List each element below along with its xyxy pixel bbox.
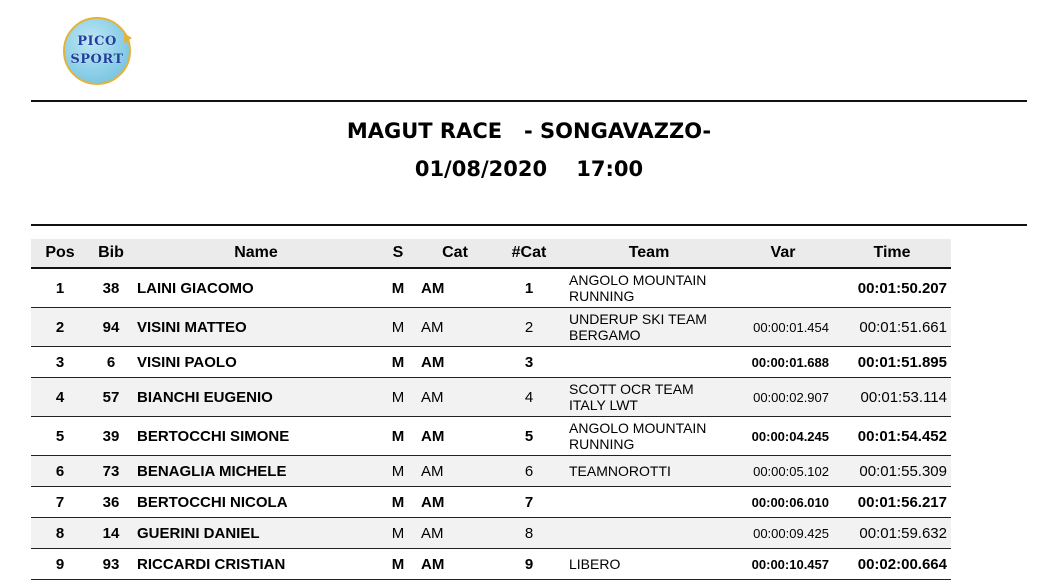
cell-var: 00:00:01.454	[733, 308, 833, 347]
cell-var	[733, 268, 833, 308]
col-header-bib: Bib	[89, 239, 133, 268]
col-header-cat: Cat	[417, 239, 493, 268]
cell-bib: 36	[89, 487, 133, 518]
cell-pos: 2	[31, 308, 89, 347]
logo-text-sport: SPORT	[70, 52, 124, 67]
cell-cat: AM	[417, 378, 493, 417]
cell-sex: M	[379, 347, 417, 378]
table-top-divider	[31, 224, 1027, 226]
cell-pos: 3	[31, 347, 89, 378]
cell-catpos: 5	[493, 417, 565, 456]
cell-name: RICCARDI CRISTIAN	[133, 549, 379, 580]
cell-name: VISINI MATTEO	[133, 308, 379, 347]
cell-team: ANGOLO MOUNTAIN RUNNING	[565, 268, 733, 308]
cell-team: ANGOLO MOUNTAIN RUNNING	[565, 417, 733, 456]
cell-time: 00:01:53.114	[833, 378, 951, 417]
cell-var: 00:00:02.907	[733, 378, 833, 417]
cell-time: 00:01:54.452	[833, 417, 951, 456]
cell-sex: M	[379, 549, 417, 580]
cell-team	[565, 487, 733, 518]
cell-name: VISINI PAOLO	[133, 347, 379, 378]
cell-pos: 1	[31, 268, 89, 308]
cell-bib: 38	[89, 268, 133, 308]
race-datetime: 01/08/2020 17:00	[414, 157, 644, 181]
cell-sex: M	[379, 417, 417, 456]
table-row	[31, 417, 951, 456]
cell-bib: 94	[89, 308, 133, 347]
table-row	[31, 378, 951, 417]
cell-cat: AM	[417, 347, 493, 378]
pico-sport-logo	[63, 17, 131, 85]
cell-bib: 6	[89, 347, 133, 378]
cell-cat: AM	[417, 308, 493, 347]
cell-time: 00:01:51.895	[833, 347, 951, 378]
results-table	[31, 239, 951, 580]
cell-time: 00:01:59.632	[833, 518, 951, 549]
cell-team	[565, 518, 733, 549]
cell-name: BERTOCCHI SIMONE	[133, 417, 379, 456]
cell-catpos: 7	[493, 487, 565, 518]
cell-var: 00:00:04.245	[733, 417, 833, 456]
cell-time: 00:01:56.217	[833, 487, 951, 518]
cell-time: 00:01:51.661	[833, 308, 951, 347]
cell-bib: 39	[89, 417, 133, 456]
cell-bib: 93	[89, 549, 133, 580]
cell-sex: M	[379, 487, 417, 518]
table-row	[31, 487, 951, 518]
cell-sex: M	[379, 518, 417, 549]
top-divider	[31, 100, 1027, 102]
cell-cat: AM	[417, 518, 493, 549]
cell-pos: 5	[31, 417, 89, 456]
cell-bib: 73	[89, 456, 133, 487]
cell-pos: 9	[31, 549, 89, 580]
table-header-row	[31, 239, 951, 268]
cell-name: BERTOCCHI NICOLA	[133, 487, 379, 518]
cell-pos: 8	[31, 518, 89, 549]
cell-catpos: 9	[493, 549, 565, 580]
col-header-name: Name	[133, 239, 379, 268]
col-header-sex: S	[379, 239, 417, 268]
table-row	[31, 308, 951, 347]
cell-cat: AM	[417, 549, 493, 580]
cell-bib: 57	[89, 378, 133, 417]
cell-sex: M	[379, 456, 417, 487]
cell-name: LAINI GIACOMO	[133, 268, 379, 308]
cell-var: 00:00:06.010	[733, 487, 833, 518]
cell-team: LIBERO	[565, 549, 733, 580]
cell-pos: 4	[31, 378, 89, 417]
cell-catpos: 6	[493, 456, 565, 487]
race-title: MAGUT RACE - SONGAVAZZO-	[346, 119, 712, 143]
cell-cat: AM	[417, 456, 493, 487]
table-row	[31, 456, 951, 487]
cell-sex: M	[379, 268, 417, 308]
col-header-var: Var	[733, 239, 833, 268]
table-row	[31, 268, 951, 308]
cell-catpos: 8	[493, 518, 565, 549]
col-header-catpos: #Cat	[493, 239, 565, 268]
cell-cat: AM	[417, 268, 493, 308]
cell-name: BIANCHI EUGENIO	[133, 378, 379, 417]
col-header-team: Team	[565, 239, 733, 268]
cell-catpos: 3	[493, 347, 565, 378]
table-row	[31, 518, 951, 549]
cell-name: BENAGLIA MICHELE	[133, 456, 379, 487]
cell-sex: M	[379, 378, 417, 417]
cell-var: 00:00:01.688	[733, 347, 833, 378]
cell-catpos: 2	[493, 308, 565, 347]
cell-var: 00:00:05.102	[733, 456, 833, 487]
cell-team: UNDERUP SKI TEAM BERGAMO	[565, 308, 733, 347]
cell-cat: AM	[417, 417, 493, 456]
cell-var: 00:00:10.457	[733, 549, 833, 580]
cell-var: 00:00:09.425	[733, 518, 833, 549]
table-row	[31, 549, 951, 580]
cell-time: 00:01:50.207	[833, 268, 951, 308]
cell-catpos: 4	[493, 378, 565, 417]
logo-arrow-icon	[124, 33, 132, 43]
cell-cat: AM	[417, 487, 493, 518]
cell-pos: 7	[31, 487, 89, 518]
cell-name: GUERINI DANIEL	[133, 518, 379, 549]
col-header-pos: Pos	[31, 239, 89, 268]
cell-catpos: 1	[493, 268, 565, 308]
col-header-time: Time	[833, 239, 951, 268]
cell-bib: 14	[89, 518, 133, 549]
cell-team: SCOTT OCR TEAM ITALY LWT	[565, 378, 733, 417]
cell-team: TEAMNOROTTI	[565, 456, 733, 487]
cell-team	[565, 347, 733, 378]
cell-sex: M	[379, 308, 417, 347]
cell-time: 00:02:00.664	[833, 549, 951, 580]
cell-pos: 6	[31, 456, 89, 487]
logo-text-pico: PICO	[77, 34, 117, 49]
table-row	[31, 347, 951, 378]
cell-time: 00:01:55.309	[833, 456, 951, 487]
